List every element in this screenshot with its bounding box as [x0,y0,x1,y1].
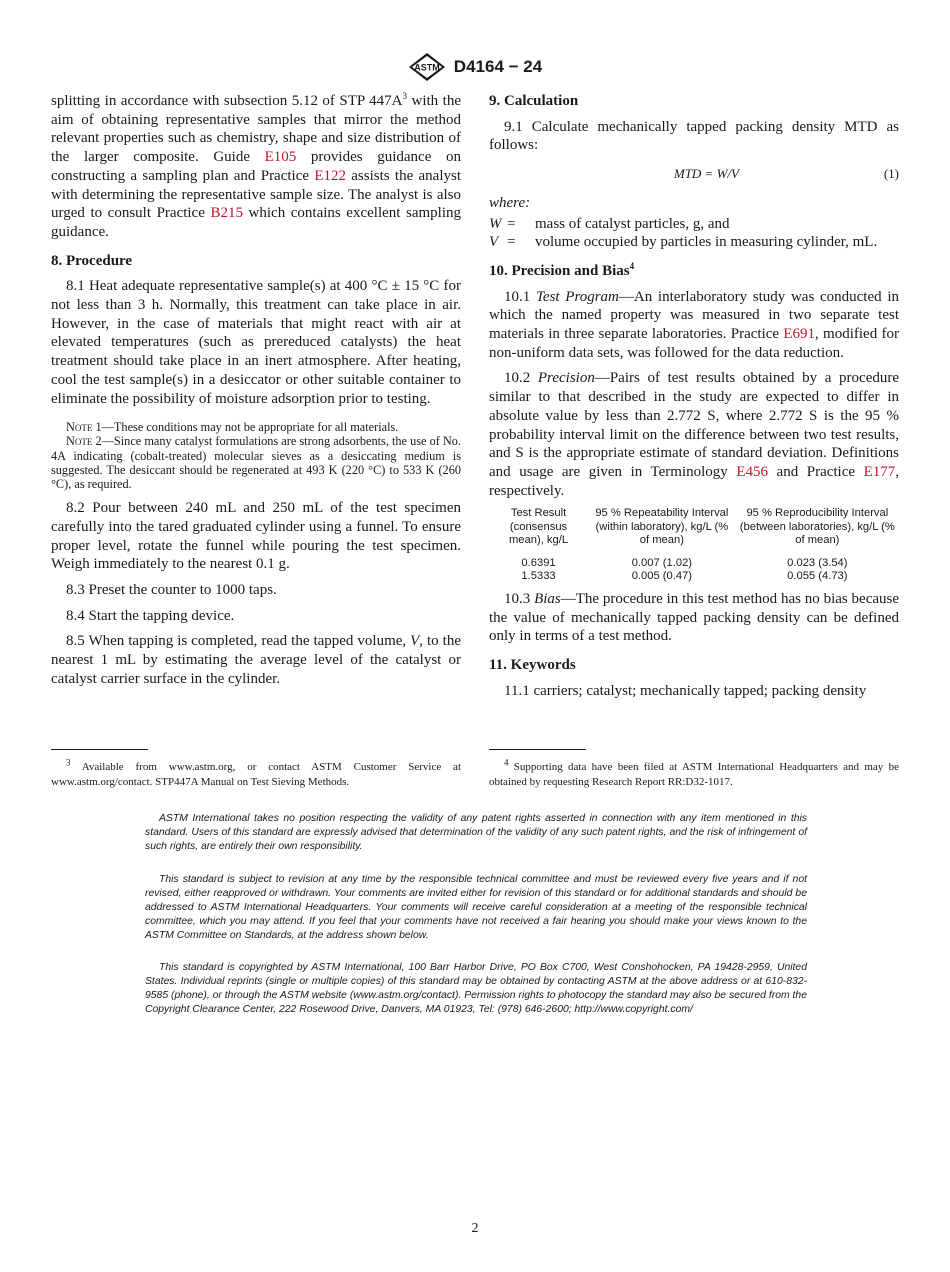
section-heading-precision-bias: 10. Precision and Bias$^4$ [489,260,635,279]
table-cell: 0.005 (0.47) [631,570,693,583]
note-2: Note 2—Since many catalyst formulations are strong adsorbents, the use of No. 4A indicating (cobalt-treated) molecular sieves as a desiccating medium is suggested. The desiccant should be regenerated at 493 K (220 °C) to 533 K (260 °C), as required. [51,434,461,492]
table-row [489,557,899,571]
where-label: where: [489,194,531,211]
def-text-w: mass of catalyst particles, g, and [535,215,730,232]
paragraph-9-1: 9.1 Calculate mechanically tapped packing density MTD as follows: [489,118,899,154]
def-equals: = [507,215,516,232]
paragraph-8-3: 8.3 Preset the counter to 1000 taps. [66,582,277,599]
page-header [0,52,950,82]
link-e122[interactable]: E122 [314,167,346,184]
section-heading-keywords: 11. Keywords [489,656,576,673]
disclaimer-revision: This standard is subject to revision at any time by the responsible technical committee and must be reviewed every five years and if not revised, either reapproved or withdrawn. Your comments are invited either for revision of this standard or for additional standards and should be addressed to ASTM International Headquarters. Your comments will receive careful consideration at a meeting of the responsible technical committee, which you may attend. If you feel that your comments have not received a fair hearing you should make your views known to the ASTM Committee on Standards, at the address shown below. [145,874,807,941]
table-header-row [489,507,899,557]
link-e105[interactable]: E105 [264,149,297,166]
document-designation: D4164 − 24 [453,57,543,76]
footnote-4: $^4$ Supporting data have been filed at ASTM International Headquarters and may be obtained by requesting Research Report RR:D32-1017. [489,757,899,788]
astm-logo-icon [408,52,446,82]
precision-table [489,507,899,584]
paragraph-8-1: 8.1 Heat adequate representative sample(s) at 400 °C ± 15 °C for not less than 3 h. Normally, this treatment can take place in air. However, in the case of materials that might react with air at elevated temperatures (such as prereduced catalysts) the heat treatment should take place in an inert atmosphere. After heating, cool the test sample(s) in a desiccator or other suitable container to eliminate the possibility of moisture adsorption prior to testing. [51,278,461,407]
left-column [51,92,461,696]
table-header-cell: 95 % Reproducibility Interval (between laboratories), kg/L (% of mean) [739,507,895,547]
link-b215[interactable]: B215 [210,205,243,222]
paragraph-10-3: 10.3 Bias—The procedure in this test method has no bias because the value of mechanically tapped packing density can be defined only in terms of a test method. [489,590,900,645]
table-cell: 0.023 (3.54) [787,556,848,569]
right-column [489,92,899,707]
footnote-divider [489,749,586,750]
table-header-cell: 95 % Repeatability Interval (within laboratory), kg/L (% of mean) [595,507,729,547]
footnote-ref-3[interactable]: 3 [402,91,408,101]
equation-number: (1) [883,166,899,182]
paragraph-8-4: 8.4 Start the tapping device. [66,607,235,624]
footnote-divider [51,749,148,750]
link-e456[interactable]: E456 [736,463,768,480]
disclaimer-patent: ASTM International takes no position respecting the validity of any patent rights asserted in connection with any item mentioned in this standard. Users of this standard are expressly advised that determination of the validity of any such patent rights, and the risk of infringement of such rights, are entirely their own responsibility. [145,813,807,852]
def-symbol-v: V [489,234,499,251]
paragraph-10-1: 10.1 Test Program—An interlaboratory study was conducted in which the named property was measured in two separate test materials in three separate laboratories. Practice E691, modified for non-uniform data sets, was followed for the data reduction. [489,288,900,361]
svg-text:ASTM: ASTM [414,62,440,73]
table-cell: 0.007 (1.02) [631,556,693,569]
footnote-ref-4[interactable]: 4 [629,260,635,271]
link-e177[interactable]: E177 [863,463,896,480]
intro-paragraph: splitting in accordance with subsection 5.12 of STP $447A^3$ with the aim of obtaining representative samples that mirror the method relevant properties such as chemistry, shape and size distribution of the larger composite. Guide E105 provides guidance on constructing a sampling plan and Practice E122 assists the analyst with determining the representative sample size. The analyst is also urged to consult Practice B215 which contains excellent sampling guidance. [51,91,462,240]
section-heading-calculation: 9. Calculation [489,93,579,109]
table-header-cell: Test Result (consensus mean), kg/L [508,507,569,547]
table-cell: 0.6391 [521,556,556,569]
link-e691[interactable]: E691 [783,326,816,343]
table-cell: 0.055 (4.73) [787,570,848,583]
def-text-v: volume occupied by particles in measuring cylinder, mL. [535,234,878,251]
notes-block [51,420,461,491]
paragraph-8-5: 8.5 When tapping is completed, read the tapped volume, V, to the nearest 1 mL by estimating the average level of the catalyst or catalyst carrier surface in the cylinder. [51,633,461,687]
section-heading-procedure: 8. Procedure [51,252,133,269]
table-row [489,570,899,584]
def-symbol-w: W [489,215,502,232]
variable-definitions [489,215,899,252]
table-cell: 1.5333 [521,570,556,583]
note-1: Note 1—These conditions may not be appropriate for all materials. [66,420,399,435]
paragraph-10-2: 10.2 Precision—Pairs of test results obtained by a procedure similar to that described in the study are expected to differ in absolute value by less than 2.772 S, where 2.772 S is the 95 % probability interval limit on the difference between two test results, and S is the appropriate estimate of standard deviation. Definitions and usage are given in Terminology E456 and Practice E177, respectively. [489,370,900,499]
equation-expression: MTD = W/V [673,166,739,182]
paragraph-11-1: 11.1 carriers; catalyst; mechanically tapped; packing density [504,682,867,699]
footnote-3: $^3$ Available from www.astm.org, or contact ASTM Customer Service at www.astm.org/contact. STP447A Manual on Test Sieving Methods. [51,757,461,788]
paragraph-8-2: 8.2 Pour between 240 mL and 250 mL of the test specimen carefully into the tared graduated cylinder using a funnel. To ensure proper level, rotate the funnel while pouring the test specimen. Weigh immediately to the nearest 0.1 g. [51,500,461,573]
equation-1 [489,165,899,184]
disclaimer-copyright: This standard is copyrighted by ASTM International, 100 Barr Harbor Drive, PO Box C700, West Conshohocken, PA 19428-2959, United States. Individual reprints (single or multiple copies) of this standard may be obtained by contacting ASTM at the above address or at 610-832-9585 (phone), or through the ASTM website (www.astm.org/contact). Permission rights to photocopy the standard may also be secured from the Copyright Clearance Center, 222 Rosewood Drive, Danvers, MA 01923, Tel: (978) 646-2600; http://www.copyright.com/ [145,962,807,1015]
def-equals: = [507,234,516,251]
page-number: 2 [471,1221,479,1236]
